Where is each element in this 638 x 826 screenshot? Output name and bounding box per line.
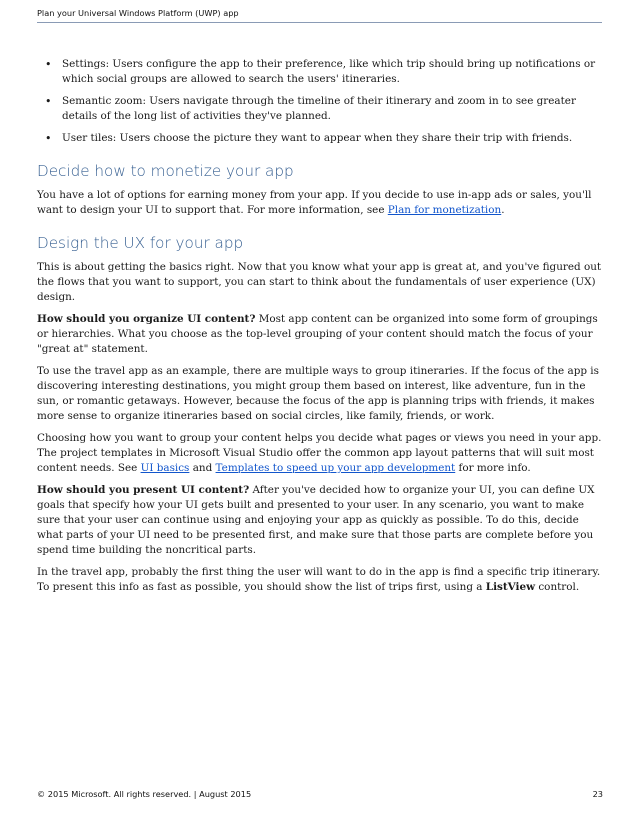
paragraph: [37, 188, 603, 218]
section-heading-monetize: Decide how to monetize your app: [37, 162, 294, 180]
templates-link[interactable]: Templates to speed up your app development: [215, 462, 456, 474]
paragraph-text: for more info.: [455, 462, 531, 474]
paragraph: To use the travel app as an example, there are multiple ways to group itineraries. If the focus of the app is discovering interesting destinations, you might group them based on interest, like adventure, fun in the sun, or romantic getaways. However, because the focus of the app is planning trips with friends, it makes more sense to organize itineraries based on social circles, like family, friends, or work.: [37, 365, 599, 422]
section-heading-design-ux: Design the UX for your app: [37, 234, 244, 252]
paragraph-text: .: [501, 204, 505, 216]
listview-term: ListView: [485, 581, 536, 593]
paragraph: [37, 565, 603, 595]
paragraph-text: Most app content can be organized into some form of groupings or hierarchies. What you choose as the top-level grouping of your content should match the focus of your "great at" statement.: [37, 313, 598, 355]
page-footer: [37, 789, 603, 799]
paragraph-text: In the travel app, probably the first thing the user will want to do in the app is find a specific trip itinerary. To present this info as fast as possible, you should show the list of trips first, using a: [37, 566, 601, 593]
paragraph: [37, 483, 603, 558]
paragraph: [37, 431, 603, 476]
paragraph: This is about getting the basics right. Now that you know what your app is great at, and you've figured out the flows that you want to support, you can start to think about the fundamentals of user experience (UX) design.: [37, 261, 602, 303]
paragraph-text: Choosing how you want to group your content helps you decide what pages or views you need in your app. The project templates in Microsoft Visual Studio offer the common app layout patterns that will suit most content needs. See: [37, 432, 602, 474]
copyright-text: © 2015 Microsoft. All rights reserved. | August 2015: [37, 789, 252, 799]
page-number: 23: [592, 789, 603, 799]
question-label: How should you present UI content?: [37, 484, 250, 496]
paragraph-text: You have a lot of options for earning money from your app. If you decide to use in-app ads or sales, you'll want to design your UI to support that. For more information, see: [37, 189, 592, 216]
list-item: • Settings: Users configure the app to their preference, like which trip should bring up notifications or which social groups are allowed to search the users' itineraries.: [37, 57, 603, 87]
list-item: • Semantic zoom: Users navigate through the timeline of their itinerary and zoom in to see greater details of the long list of activities they've planned.: [37, 94, 603, 124]
paragraph: [37, 312, 603, 357]
paragraph-text: After you've decided how to organize your UI, you can define UX goals that specify how your UI gets built and presented to your user. In any scenario, you want to make sure that your user can continue using and enjoying your app as quickly as possible. To do this, decide what parts of your UI need to be presented first, and make sure that those parts are complete before you spend time building the noncritical parts.: [37, 484, 595, 556]
ui-basics-link[interactable]: UI basics: [140, 462, 190, 474]
feature-bullet-list: [37, 57, 603, 146]
plan-for-monetization-link[interactable]: Plan for monetization: [387, 204, 502, 216]
question-label: How should you organize UI content?: [37, 313, 256, 325]
list-item: • User tiles: Users choose the picture they want to appear when they share their trip with friends.: [37, 131, 603, 146]
page-content: [37, 57, 603, 602]
paragraph-text: control.: [535, 581, 580, 593]
page-header: Plan your Universal Windows Platform (UWP) app: [37, 8, 602, 23]
paragraph-text: and: [189, 462, 216, 474]
